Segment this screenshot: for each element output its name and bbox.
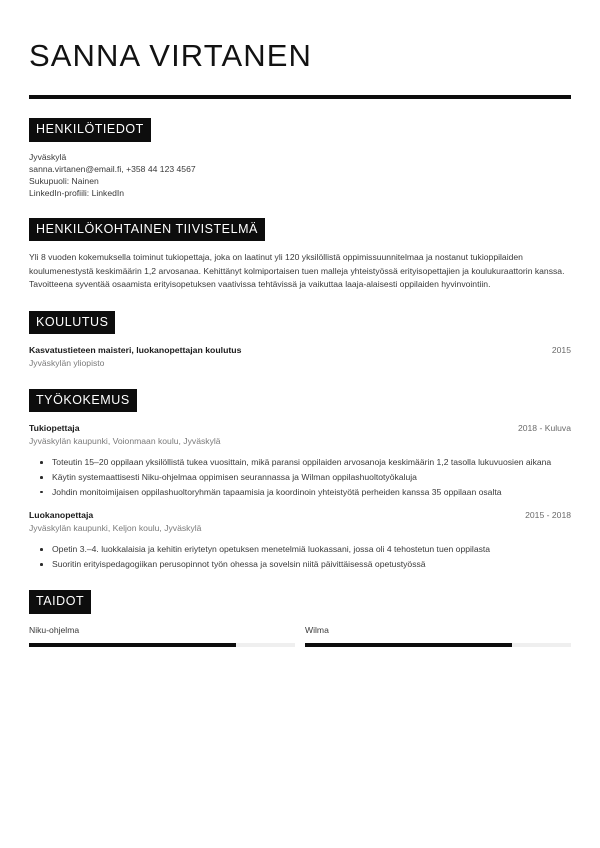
education-institution: Jyväskylän yliopisto (29, 358, 105, 369)
experience-bullet-list (29, 543, 571, 571)
contact-line-linkedin[interactable]: LinkedIn-profiili: LinkedIn (29, 187, 125, 198)
experience-employer: Jyväskylän kaupunki, Voionmaan koulu, Jyväskylä (29, 436, 221, 446)
section-heading-skills: TAIDOT (29, 590, 91, 614)
section-summary (29, 218, 571, 292)
header-divider (29, 95, 571, 99)
section-heading-contact: HENKILÖTIEDOT (29, 118, 151, 142)
section-contact (29, 118, 571, 199)
experience-date: 2015 - 2018 (525, 510, 571, 521)
experience-date: 2018 - Kuluva (517, 423, 571, 433)
experience-bullet-list (29, 456, 571, 499)
experience-entry-header (29, 509, 571, 521)
skill-label: Niku-ohjelma (29, 624, 80, 635)
skill-item (29, 624, 295, 647)
list-item: Toteutin 15–20 oppilaan yksilöllistä tukea vuosittain, mikä paransi oppilaiden arvosanoja keskimäärin 1,2 tasolla lukuvuosien aikana (29, 456, 571, 469)
experience-entry-header (29, 422, 571, 434)
education-entry-header (29, 344, 571, 356)
contact-line-email-phone: sanna.virtanen@email.fi, +358 44 123 4567 (29, 163, 196, 174)
skill-progress-track (29, 643, 295, 647)
skill-item (305, 624, 571, 647)
skill-progress-track (305, 643, 571, 647)
section-heading-summary: HENKILÖKOHTAINEN TIIVISTELMÄ (29, 218, 265, 242)
contact-line-location: Jyväskylä (29, 151, 67, 162)
list-item: Johdin monitoimijaisen oppilashuoltoryhmän tapaamisia ja koordinoin yhteistyötä perheiden kanssa 35 oppilaan osalta (29, 486, 571, 499)
section-education (29, 311, 571, 370)
contact-line-gender: Sukupuoli: Nainen (29, 175, 99, 186)
experience-job-title: Tukiopettaja (29, 423, 80, 433)
section-experience (29, 389, 571, 572)
candidate-name: SANNA VIRTANEN (29, 38, 312, 73)
skill-label: Wilma (305, 624, 329, 635)
experience-entry (29, 509, 571, 571)
education-date: 2015 (551, 345, 571, 356)
education-degree: Kasvatustieteen maisteri, luokanopettajan koulutus (29, 345, 242, 356)
skill-progress-fill (305, 643, 512, 647)
list-item: Käytin systemaattisesti Niku-ohjelmaa oppimisen seurannassa ja Wilman oppilashuoltotyökaluja (29, 471, 571, 484)
experience-employer: Jyväskylän kaupunki, Keljon koulu, Jyväskylä (29, 523, 202, 534)
experience-entry (29, 422, 571, 499)
summary-text: Yli 8 vuoden kokemuksella toiminut tukiopettaja, joka on laatinut yli 120 yksilöllistä oppimissuunnitelmaa ja nostanut tukioppilaiden koulumenestystä keskimäärin 1,2 arvosanaa. Kehittänyt kolmiportaisen tuen malleja yhteistyössä erityisopettajien ja koulukuraattorin kanssa. Tavoitteena syventää osaamista erityisopetuksen vaativissa tehtävissä ja vaikuttaa laaja-alaisesti oppilaiden hyvinvointiin. (29, 252, 565, 290)
experience-job-title: Luokanopettaja (29, 510, 94, 521)
skill-progress-fill (29, 643, 236, 647)
list-item: Suoritin erityispedagogiikan perusopinnot työn ohessa ja sovelsin niitä päivittäisessä opetustyössä (29, 558, 571, 571)
contact-details (29, 151, 571, 199)
education-entry (29, 344, 571, 369)
section-skills (29, 590, 571, 647)
section-heading-experience: TYÖKOKEMUS (29, 389, 137, 413)
list-item: Opetin 3.–4. luokkalaisia ja kehitin eriytetyn opetuksen menetelmiä luokassani, jossa oli 4 tehostetun tuen oppilasta (29, 543, 571, 556)
section-heading-education: KOULUTUS (29, 311, 115, 335)
skills-grid (29, 624, 571, 647)
